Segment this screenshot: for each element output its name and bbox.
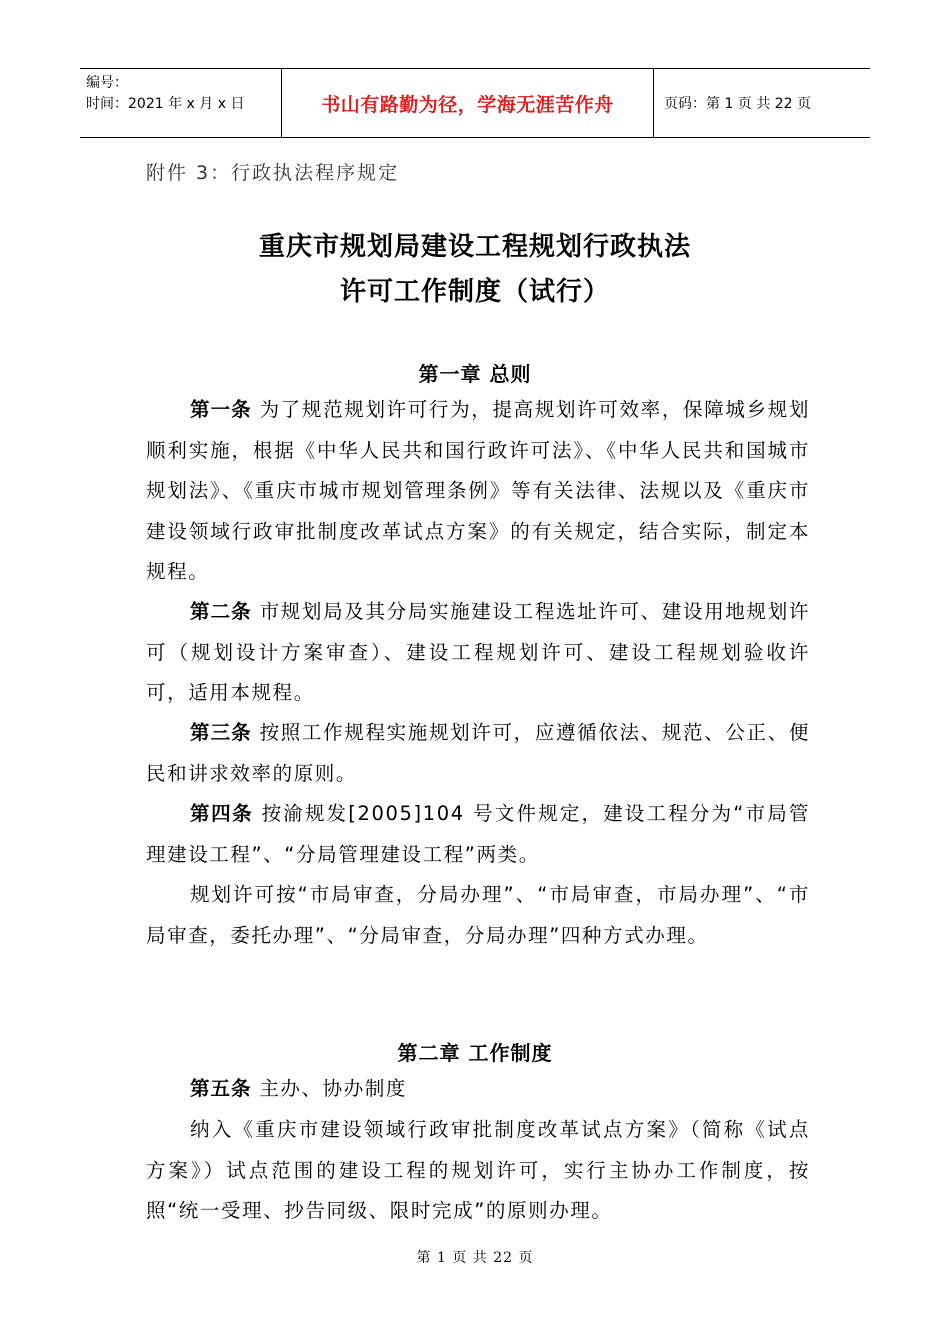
header-motto: 书山有路勤为径，学海无涯苦作舟 (282, 69, 654, 137)
article-4-label: 第四条 (190, 802, 254, 825)
article-3-text: 按照工作规程实施规划许可，应遵循依法、规范、公正、便民和讲求效率的原则。 (146, 721, 810, 785)
header-meta (80, 69, 282, 137)
article-1-label: 第一条 (190, 398, 252, 421)
article-5-label: 第五条 (190, 1077, 252, 1100)
document-title-line1: 重庆市规划局建设工程规划行政执法 (258, 232, 691, 262)
article-2-text: 市规划局及其分局实施建设工程选址许可、建设用地规划许可（规划设计方案审查）、建设工程规划许可、建设工程规划验收许可，适用本规程。 (146, 600, 810, 704)
header-table (80, 68, 870, 138)
document-title-line2: 许可工作制度（试行） (339, 277, 610, 307)
article-2 (146, 592, 810, 714)
article-2-label: 第二条 (190, 600, 252, 623)
number-label: 编号： (86, 75, 128, 91)
article-5 (146, 1069, 810, 1110)
time-label: 时间：2021 年 x 月 x 日 (86, 96, 245, 112)
article-3 (146, 713, 810, 794)
article-1 (146, 390, 810, 593)
article-5-text: 主办、协办制度 (251, 1077, 408, 1100)
page-footer: 第 1 页 共 22 页 (416, 1250, 534, 1266)
article-5-paragraph-2: 纳入《重庆市建设领域行政审批制度改革试点方案》（简称《试点方案》）试点范围的建设工程的规划许可，实行主协办工作制度，按照“统一受理、抄告同级、限时完成”的原则办理。 (146, 1118, 810, 1222)
article-4-text: 按渝规发[2005]104 号文件规定，建设工程分为“市局管理建设工程”、“分局管理建设工程”两类。 (146, 802, 810, 866)
article-4 (146, 794, 810, 875)
chapter-1-heading: 第一章 总则 (418, 362, 532, 386)
chapter-2-heading: 第二章 工作制度 (397, 1041, 553, 1065)
header-page-info: 页码：第 1 页 共 22 页 (664, 96, 811, 112)
article-4-paragraph-2: 规划许可按“市局审查，分局办理”、“市局审查，市局办理”、“市局审查，委托办理”、“分局审查，分局办理”四种方式办理。 (146, 883, 810, 947)
article-1-text: 为了规范规划许可行为，提高规划许可效率，保障城乡规划顺利实施，根据《中华人民共和国行政许可法》、《中华人民共和国城市规划法》、《重庆市城市规划管理条例》等有关法律、法规以及《重庆市建设领域行政审批制度改革试点方案》的有关规定，结合实际，制定本规程。 (146, 398, 810, 583)
attachment-note: 附件 3：行政执法程序规定 (146, 162, 400, 184)
article-3-label: 第三条 (190, 721, 252, 744)
